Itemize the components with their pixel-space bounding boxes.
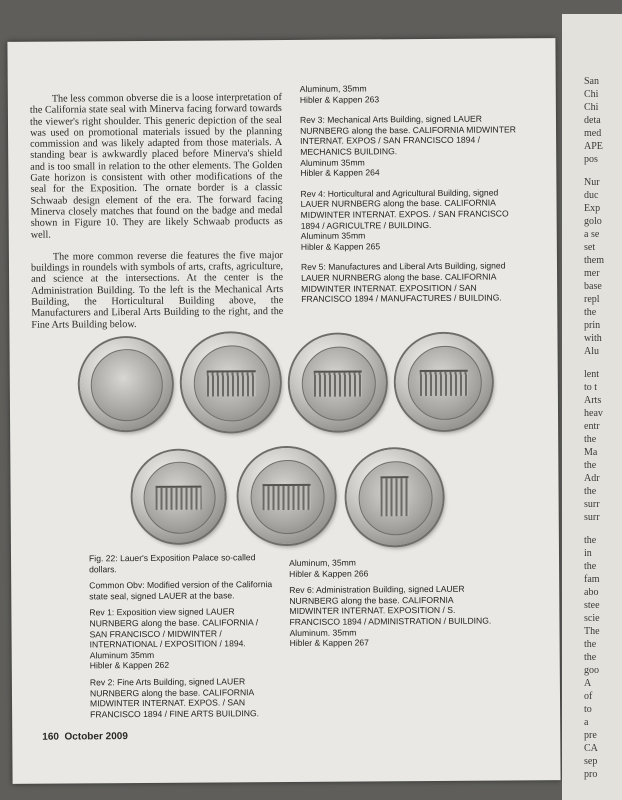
rev6-material: Aluminum. 35mm <box>289 627 357 638</box>
facing-page-line: Ma <box>584 447 598 458</box>
facing-page-line: goo <box>584 665 599 676</box>
rev2-material: Aluminum, 35mm <box>299 83 367 94</box>
facing-page-line: base <box>584 281 602 292</box>
paragraph-obverse: The less common obverse die is a loose interpretation of the California state seal with Minerva facing forward towards the viewer's right shoulder. This generic depiction of the seal was used on promotional materials issued by the planning commission and was likely adapted from those materials. A standing bear is awkwardly placed before Minerva's shield and is too small in relation to the other elements. The Golden Gate horizon is consistent with other modifications of the seal for the Exposition. The ornate border is a classic Schwaab design element of the era. The forward facing Minerva closely matches that found on the badge and medal shown in Figure 10. They are likely Schwaab products as well. <box>29 92 283 241</box>
rev5-description: Rev 5: Manufactures and Liberal Arts Building, signed LAUER NURNBERG along the base. CALIFORNIA MIDWINTER INTERNAT. EXPOSITION / SAN FRANCISCO 1894 / MANUFACTURES / BUILDING. <box>300 260 506 304</box>
facing-page-line: in <box>584 548 592 559</box>
right-top-text <box>300 82 522 304</box>
facing-page-line: them <box>584 255 604 266</box>
facing-page-line: med <box>584 128 602 139</box>
rev3-material: Aluminum 35mm <box>300 156 365 168</box>
paragraph-reverse: The more common reverse die features the five major buildings in roundels with symbols of arts, crafts, agriculture, and science at the intersections. At the center is the Administration Building. To the left is the Mechanical Arts Building, the Horticultural Building above, the Manufacturers and Liberal Arts Building to the right, and the Fine Arts Building below. <box>30 249 284 331</box>
medal-rev3-mechanical-arts <box>395 334 492 431</box>
facing-page-line: abo <box>584 587 599 598</box>
rev3-description: Rev 3: Mechanical Arts Building, signed LAUER NURNBERG along the base. CALIFORNIA MIDWINTER INTERNAT. EXPOS / SAN FRANCISCO 1894 / MECHANICS BUILDING. <box>299 113 516 157</box>
rev4-catalog: Hibler & Kappen 265 <box>300 241 381 252</box>
facing-page-line: scie <box>584 613 600 624</box>
facing-page-line: lent <box>584 369 599 380</box>
rev3-catalog: Hibler & Kappen 264 <box>300 167 380 179</box>
facing-page-line: The <box>584 626 600 637</box>
rev2-catalog: Hibler & Kappen 263 <box>299 93 380 105</box>
rev5-material: Aluminum, 35mm <box>289 557 356 568</box>
facing-page-line: surr <box>584 512 600 523</box>
medal-obverse-minerva <box>79 338 172 431</box>
facing-page-line: the <box>584 652 597 663</box>
medal-rev2-fine-arts <box>289 334 386 431</box>
rev1-catalog: Hibler & Kappen 262 <box>89 660 170 671</box>
facing-page-line: golo <box>584 216 602 227</box>
facing-page-line: Exp <box>584 203 601 214</box>
facing-page-line: Chi <box>584 89 599 100</box>
rev2-description: Rev 2: Fine Arts Building, signed LAUER NURNBERG along the base. CALIFORNIA MIDWINTER INTERNAT. EXPOS. / SAN FRANCISCO 1894 / FINE ARTS BUILDING. <box>89 676 260 720</box>
rev5-catalog: Hibler & Kappen 266 <box>289 568 369 579</box>
figure-caption: Fig. 22: Lauer's Exposition Palace so-called dollars. <box>88 552 256 574</box>
facing-page-line: the <box>584 639 597 650</box>
facing-page <box>562 14 622 800</box>
rev6-description: Rev 6: Administration Building, signed LAUER NURNBERG along the base. CALIFORNIA MIDWINTER INTERNAT. EXPOSITION / S. FRANCISCO 1894 / ADMINISTRATION / BUILDING. <box>289 583 492 627</box>
facing-page-line: with <box>584 333 602 344</box>
facing-page-line: a <box>584 717 589 728</box>
facing-page-line: a se <box>584 229 600 240</box>
rev6-catalog: Hibler & Kappen 267 <box>289 637 369 649</box>
facing-page-line: sep <box>584 756 598 767</box>
facing-page-line: the <box>584 307 597 318</box>
facing-page-line: deta <box>584 115 601 126</box>
facing-page-line: stee <box>584 600 600 611</box>
rev4-material: Aluminum 35mm <box>300 230 366 242</box>
facing-page-line: the <box>584 561 597 572</box>
facing-page-line: A <box>584 678 592 689</box>
facing-page-line: the <box>584 486 597 497</box>
facing-page-line: prin <box>584 320 601 331</box>
facing-page-line: the <box>584 535 597 546</box>
rev1-description: Rev 1: Exposition view signed LAUER NURNBERG along the base. CALIFORNIA / SAN FRANCISCO / MIDWINTER / INTERNATIONAL / EXPOSITION / 1894. Aluminum 35mm <box>89 606 259 661</box>
facing-page-line: set <box>584 242 596 253</box>
facing-page-line: fam <box>584 574 600 585</box>
facing-page-line: to <box>584 704 592 715</box>
rev4-description: Rev 4: Horticultural and Agricultural Building, signed LAUER NURNBERG along the base. CALIFORNIA MIDWINTER INTERNAT. EXPOS. / SAN FRANCISCO 1894 / AGRICULTRE / BUILDING. <box>300 187 509 231</box>
facing-page-line: Alu <box>584 346 599 357</box>
facing-page-line: Arts <box>584 395 602 406</box>
facing-page-line: CA <box>584 743 598 754</box>
facing-page-line: Nur <box>584 177 600 188</box>
facing-page-line: the <box>584 434 597 445</box>
facing-page-line: repl <box>584 294 600 305</box>
bottom-right-text <box>289 557 495 649</box>
facing-page-line: pos <box>584 154 598 165</box>
medal-rev6-administration <box>346 449 443 546</box>
medal-rev4-horticultural <box>132 450 225 543</box>
facing-page-line: APE <box>584 141 603 152</box>
facing-page-line: surr <box>584 499 600 510</box>
facing-page-line: pro <box>584 769 598 780</box>
facing-page-line: mer <box>584 268 600 279</box>
facing-page-line: duc <box>584 190 599 201</box>
page-folio: 160 October 2009 <box>42 731 128 743</box>
facing-page-line: to t <box>584 382 598 393</box>
facing-page-line: the <box>584 460 597 471</box>
bottom-left-text <box>89 552 275 720</box>
medal-rev5-manufactures <box>238 448 335 545</box>
magazine-page <box>7 38 560 784</box>
facing-page-line: heav <box>584 408 603 419</box>
left-body-text <box>30 92 284 331</box>
medal-figure <box>7 38 555 42</box>
facing-page-line: Chi <box>584 102 599 113</box>
facing-page-line: San <box>584 76 599 87</box>
facing-page-line: of <box>584 691 593 702</box>
obverse-description: Common Obv: Modified version of the California state seal, signed LAUER at the base. <box>89 579 273 602</box>
facing-page-line: pre <box>584 730 597 741</box>
medal-rev1-exposition-view <box>181 333 280 432</box>
facing-page-line: Adr <box>584 473 600 484</box>
facing-page-line: entr <box>584 421 600 432</box>
